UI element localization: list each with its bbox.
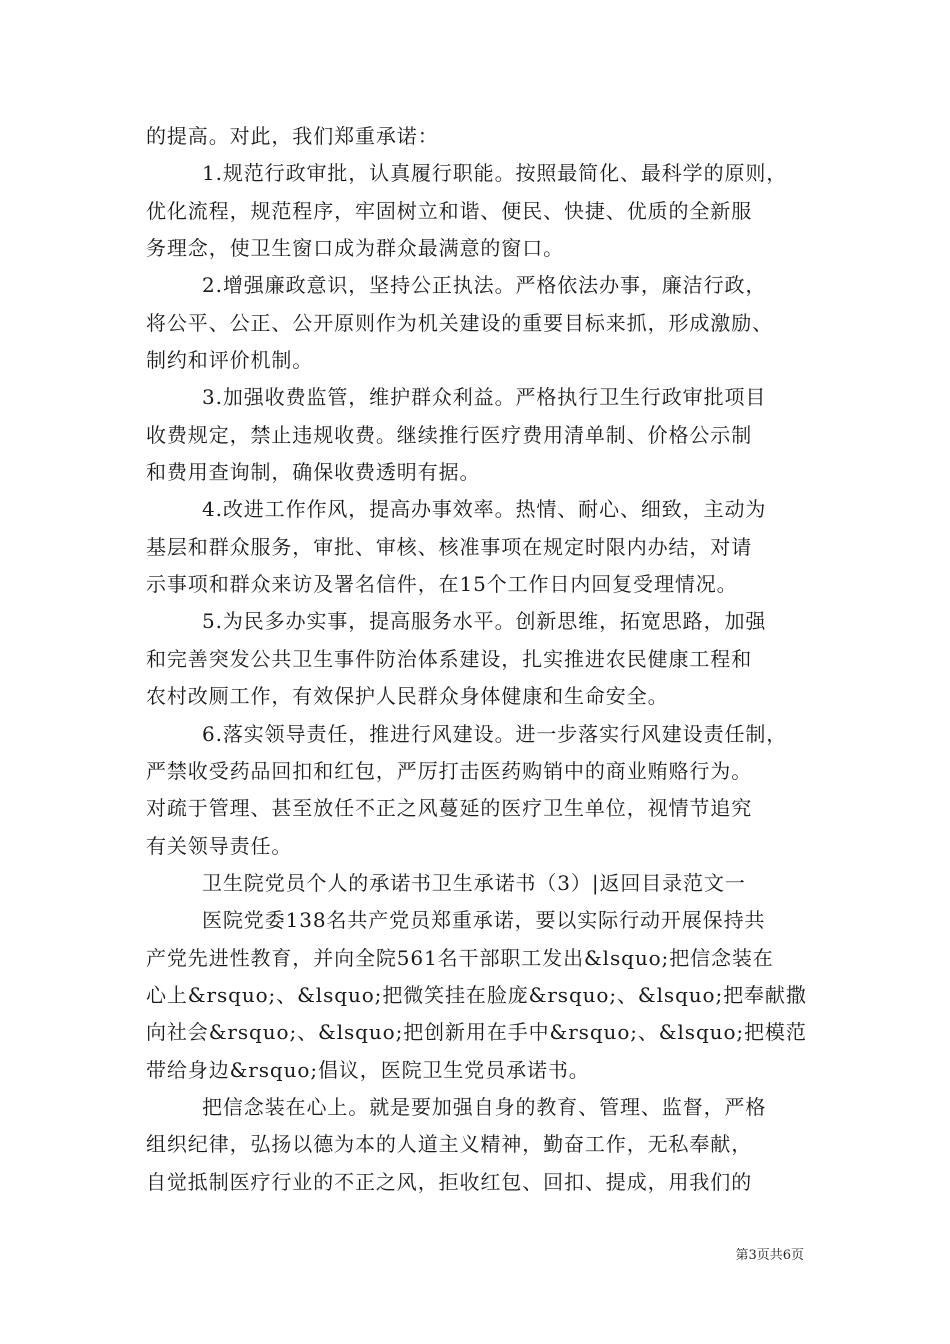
text-line: 的提高。对此，我们郑重承诺： bbox=[146, 124, 439, 148]
text-line: 优化流程，规范程序，牢固树立和谐、便民、快捷、优质的全新服 bbox=[146, 198, 753, 223]
text-line: 有关领导责任。 bbox=[146, 833, 293, 858]
text-line: 6.落实领导责任，推进行风建设。进一步落实行风建设责任制， bbox=[202, 721, 788, 746]
text-line: 和完善突发公共卫生事件防治体系建设，扎实推进农民健康工程和 bbox=[146, 646, 753, 671]
text-line: 组织纪律，弘扬以德为本的人道主义精神，勤奋工作，无私奉献， bbox=[146, 1132, 753, 1157]
text-line: 农村改厕工作，有效保护人民群众身体健康和生命安全。 bbox=[146, 684, 669, 709]
text-line: 医院党委138名共产党员郑重承诺，要以实际行动开展保持共 bbox=[202, 908, 766, 933]
text-line: 自觉抵制医疗行业的不正之风，拒收红包、回扣、提成，用我们的 bbox=[146, 1169, 753, 1194]
text-line: 2.增强廉政意识，坚持公正执法。严格依法办事，廉洁行政， bbox=[202, 273, 767, 298]
document-body bbox=[146, 118, 818, 1201]
text-line: 和费用查询制，确保收费透明有据。 bbox=[146, 460, 481, 485]
text-line: 把信念装在心上。就是要加强自身的教育、管理、监督，严格 bbox=[202, 1094, 767, 1119]
text-line: 1.规范行政审批，认真履行职能。按照最简化、最科学的原则， bbox=[202, 161, 788, 186]
text-line: 3.加强收费监管，维护群众利益。严格执行卫生行政审批项目 bbox=[202, 385, 767, 410]
text-line: 卫生院党员个人的承诺书卫生承诺书（3）|返回目录范文一 bbox=[202, 870, 746, 895]
text-line: 带给身边&rsquo;倡议，医院卫生党员承诺书。 bbox=[146, 1057, 590, 1082]
text-line: 示事项和群众来访及署名信件，在15个工作日内回复受理情况。 bbox=[146, 572, 738, 597]
text-line: 务理念，使卫生窗口成为群众最满意的窗口。 bbox=[146, 236, 564, 261]
text-line: 4.改进工作作风，提高办事效率。热情、耐心、细致，主动为 bbox=[202, 497, 767, 522]
text-line: 严禁收受药品回扣和红包，严厉打击医药购销中的商业贿赂行为。 bbox=[146, 758, 753, 783]
text-line: 心上&rsquo;、&lsquo;把微笑挂在脸庞&rsquo;、&lsquo;把奉献撒 bbox=[146, 982, 807, 1007]
text-line: 制约和评价机制。 bbox=[146, 348, 314, 373]
text-line: 基层和群众服务，审批、审核、核准事项在规定时限内办结，对请 bbox=[146, 534, 753, 559]
page-number: 第3页共6页 bbox=[735, 1248, 804, 1263]
text-line: 将公平、公正、公开原则作为机关建设的重要目标来抓，形成激励、 bbox=[146, 310, 773, 335]
text-line: 产党先进性教育，并向全院561名干部职工发出&lsquo;把信念装在 bbox=[146, 945, 774, 970]
text-line: 对疏于管理、甚至放任不正之风蔓延的医疗卫生单位，视情节追究 bbox=[146, 796, 753, 821]
text-line: 向社会&rsquo;、&lsquo;把创新用在手中&rsquo;、&lsquo;把模范 bbox=[146, 1020, 807, 1045]
text-line: 收费规定，禁止违规收费。继续推行医疗费用清单制、价格公示制 bbox=[146, 422, 753, 447]
text-line: 5.为民多办实事，提高服务水平。创新思维，拓宽思路，加强 bbox=[202, 609, 767, 634]
